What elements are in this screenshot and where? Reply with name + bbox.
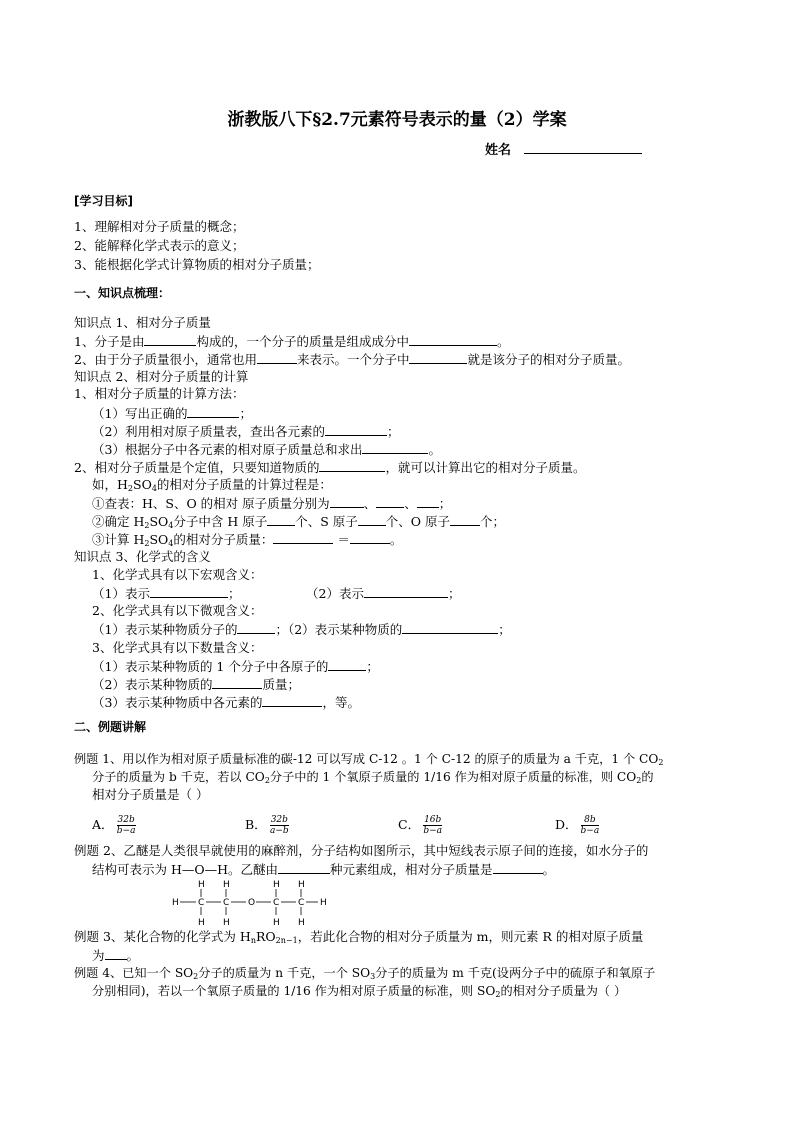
example3-line1: 例题 3、某化合物的化学式为 $H_nRO_{2n-1}$，若此化合物的相对分子质量为 m，则元素 R 的相对原子质量 [74,929,644,945]
example4-line1: 例题 4、已知一个 $SO_2$分子的质量为 n 千克，一个 $SO_3$分子的质量为 m 千克(设两分子中的硫原子和氧原子 [74,966,656,981]
name-label: 姓名 [485,143,512,158]
kp2-title: 知识点 2、相对分子质量的计算 [74,369,249,384]
atom-c-4: C [298,898,305,908]
atom-h-bottom-4: H [298,918,305,928]
atom-h-top-3: H [273,880,280,890]
example2-line2: 结构可表示为 H—O—H。乙醚由 种元素组成，相对分子质量是 。 [92,862,556,877]
kp3-micro-items: （1）表示某种物质分子的 ；（2）表示某种物质的 ； [92,622,511,637]
kp2-example-step1: ①查表：H、S、O 的相对 原子质量分别为 、 、 ； [92,496,452,511]
kp3-macro-items: （1）表示 ； [92,586,241,601]
kp3-quant: 3、化学式具有以下数量含义： [92,640,263,655]
section2-heading: 二、例题讲解 [74,720,147,734]
kp3-quant-2: （2）表示某种物质的 质量； [92,677,300,692]
kp1-title: 知识点 1、相对分子质量 [74,315,211,330]
kp2-line2: 2、相对分子质量是个定值，只要知道物质的 ，就可以计算出它的相对分子质量。 [74,460,586,475]
atom-h-top-4: H [298,880,305,890]
kp2-step3: （3）根据分子中各元素的相对原子质量总和求出 。 [92,442,441,457]
atom-h-top-1: H [198,880,205,890]
option-b: B． $\frac{32b}{a-b}$ [245,815,289,836]
kp2-example: 如，$H_2SO_4$的相对分子质量的计算过程是： [92,477,332,493]
example2-line1: 例题 2、乙醚是人类很早就使用的麻醉剂，分子结构如图所示，其中短线表示原子间的连接，如水分子的 [74,843,649,858]
atom-o: O [248,898,256,908]
kp3-quant-3: （3）表示某种物质中各元素的 ，等。 [92,695,360,710]
objective-2: 2、能解释化学式表示的意义； [74,238,245,253]
kp2-example-step3: ③计算 $H_2SO_4$的相对分子质量： ＝ 。 [92,532,403,548]
kp1-line1: 1、分子是由 构成的，一个分子的质量是组成成分中 。 [74,334,510,349]
example1-line1: 例题 1、用以作为相对原子质量标准的碳-12 可以写成 C-12 。1 个 C-12 的原子的质量为 a 千克，1 个 $CO_2$ [74,752,664,767]
kp3-macro: 1、化学式具有以下宏观含义： [92,567,263,582]
example1-line2: 分子的质量为 b 千克，若以 $CO_2$分子中的 1 个氧原子质量的 1/16 作为相对原子质量的标准，则 $CO_2$的 [92,770,654,785]
atom-c-3: C [273,898,280,908]
kp2-step1: （1）写出正确的 ； [92,406,252,421]
example3-line2: 为 。 [92,948,140,963]
atom-h-left: H [172,898,179,908]
option-d: D． $\frac{8b}{b-a}$ [555,815,600,836]
kp2-example-step2: ②确定 $H_2SO_4$分子中含 H 原子 个、S 原子 个、O 原子 个； [92,514,506,530]
option-a: A． $\frac{32b}{b-a}$ [92,815,136,836]
atom-h-bottom-3: H [273,918,280,928]
example4-line2: 分别相同)，若以一个氧原子质量的 1/16 作为相对原子质量的标准，则 $SO_2$的相对分子质量为（ ） [92,984,627,999]
name-blank [524,141,642,154]
objective-3: 3、能根据化学式计算物质的相对分子质量； [74,257,320,272]
section1-heading: 一、知识点梳理： [74,286,171,300]
kp3-macro-item2: （2）表示 ； [306,586,461,601]
kp3-title: 知识点 3、化学式的含义 [74,549,211,564]
objectives-heading: [学习目标] [74,194,133,208]
kp3-micro: 2、化学式具有以下微观含义： [92,603,263,618]
objective-1: 1、理解相对分子质量的概念； [74,219,245,234]
kp3-quant-1: （1）表示某种物质的 1 个分子中各原子的 ； [92,659,379,674]
kp2-step2: （2）利用相对原子质量表，查出各元素的 ； [92,424,400,439]
kp1-line2: 2、由于分子质量很小，通常也用 来表示。一个分子中 就是该分子的相对分子质量。 [74,352,630,367]
page-title: 浙教版八下§2.7元素符号表示的量（2）学案 [227,110,567,130]
example1-line3: 相对分子质量是（ ） [92,787,209,802]
atom-c-1: C [198,898,205,908]
option-c: C． $\frac{16b}{b-a}$ [398,815,443,836]
atom-h-top-2: H [223,880,230,890]
atom-h-bottom-1: H [198,918,205,928]
atom-c-2: C [223,898,230,908]
atom-h-bottom-2: H [223,918,230,928]
atom-h-right: H [320,898,327,908]
ether-structure-diagram [170,878,330,928]
name-field [485,139,642,158]
kp2-method: 1、相对分子质量的计算方法： [74,386,245,401]
